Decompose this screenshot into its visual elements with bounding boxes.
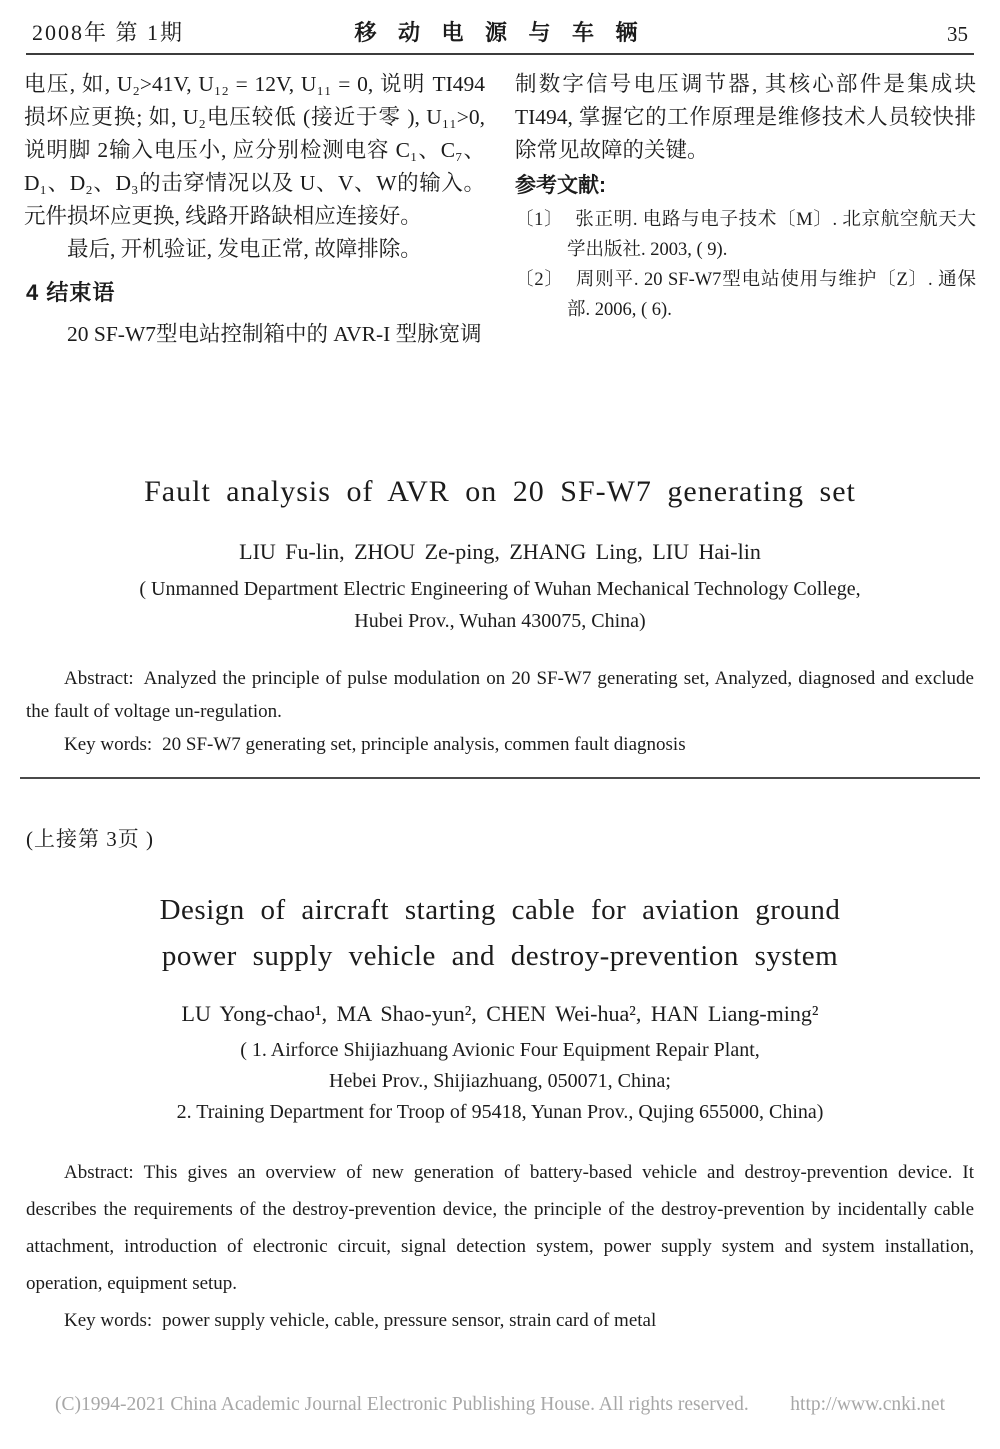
page-number: 35 — [947, 22, 968, 46]
reference-marker: 〔2〕 — [515, 270, 564, 290]
reference-marker: 〔1〕 — [515, 210, 564, 230]
two-column-body — [24, 68, 976, 413]
article2-authors: LU Yong-chao¹, MA Shao-yun², CHEN Wei-hua², HAN Liang-ming² — [181, 1001, 819, 1026]
article1-affiliation-line2: Hubei Prov., Wuhan 430075, China) — [354, 610, 646, 632]
right-paragraph-1: 制数字信号电压调节器, 其核心部件是集成块 TI494, 掌握它的工作原理是维修技术人员较快排除常见故障的关键。 — [515, 72, 976, 162]
journal-title: 移 动 电 源 与 车 辆 — [354, 20, 646, 45]
article2-affiliation-line2: Hebei Prov., Shijiazhuang, 050071, China; — [329, 1070, 671, 1092]
article2-affiliation-line3: 2. Training Department for Troop of 95418, Yunan Prov., Qujing 655000, China) — [176, 1101, 824, 1123]
section-heading-conclusion: 4 结束语 — [26, 280, 116, 305]
issue-label: 2008年 第 1期 — [32, 20, 185, 45]
right-column — [515, 68, 976, 413]
article1-title: Fault analysis of AVR on 20 SF-W7 generating set — [144, 475, 856, 508]
article2-keywords — [26, 1302, 974, 1339]
left-paragraph-3: 20 SF-W7型电站控制箱中的 AVR-I 型脉宽调 — [67, 322, 482, 346]
reference-text: 周则平. 20 SF-W7型电站使用与维护〔Z〕. 通保部. 2006, ( 6). — [567, 270, 976, 320]
footer-url: http://www.cnki.net — [790, 1394, 945, 1415]
article2-abstract — [26, 1154, 974, 1302]
article1-affiliation — [0, 573, 1000, 637]
reference-item — [515, 205, 976, 265]
article1-abstract-block — [26, 662, 974, 761]
left-column — [24, 68, 485, 413]
page-header — [26, 0, 974, 55]
reference-text: 张正明. 电路与电子技术〔M〕. 北京航空航天大学出版社. 2003, ( 9). — [567, 210, 976, 260]
abstract-text: This gives an overview of new generation of battery-based vehicle and destroy-prevention device. It describes the requirements of the destroy-prevention device, the principle of the destroy-prevention by incidentally cable attachment, introduction of electronic circuit, signal detection system, power supply system and system installation, operation, equipment setup. — [26, 1162, 974, 1294]
article1-affiliation-line1: ( Unmanned Department Electric Engineering of Wuhan Mechanical Technology College, — [139, 578, 861, 600]
article2-affiliation — [0, 1035, 1000, 1128]
keywords-label: Key words: — [64, 734, 153, 755]
article1-authors: LIU Fu-lin, ZHOU Ze-ping, ZHANG Ling, LIU Hai-lin — [239, 539, 761, 564]
article1-keywords — [26, 728, 974, 761]
footer-copyright: (C)1994-2021 China Academic Journal Electronic Publishing House. All rights reserved. — [55, 1394, 749, 1415]
abstract-label: Abstract: — [64, 1162, 134, 1183]
keywords-text: power supply vehicle, cable, pressure sensor, strain card of metal — [162, 1310, 657, 1331]
keywords-label: Key words: — [64, 1310, 153, 1331]
article2-abstract-block — [26, 1154, 974, 1339]
section-divider-rule — [20, 777, 980, 779]
article2-title-line2: power supply vehicle and destroy-prevention system — [161, 940, 839, 972]
article2-affiliation-line1: ( 1. Airforce Shijiazhuang Avionic Four Equipment Repair Plant, — [240, 1039, 760, 1061]
left-paragraph-2: 最后, 开机验证, 发电正常, 故障排除。 — [67, 237, 422, 261]
article2-title-line1: Design of aircraft starting cable for aviation ground — [159, 894, 841, 926]
left-paragraph-1: 电压, 如, U₂>41V, U₁₂ = 12V, U₁₁ = 0, 说明 TI494损坏应更换; 如, U₂电压较低 (接近于零 ), U₁₁>0, 说明脚 2输入电压小, 应分别检测电容 C₁、C₇、D₁、D₂、D₃的击穿情况以及 U、V、W的输入。 元件损坏应更换, 线路开路缺相应连接好。 — [24, 72, 485, 228]
keywords-text: 20 SF-W7 generating set, principle analysis, commen fault diagnosis — [162, 734, 686, 755]
article2-title — [0, 887, 1000, 979]
abstract-text: Analyzed the principle of pulse modulation on 20 SF-W7 generating set, Analyzed, diagnosed and exclude the fault of voltage un-regulation. — [26, 668, 974, 722]
cnki-footer — [0, 1394, 1000, 1416]
references-heading: 参考文献: — [515, 174, 606, 197]
article1-abstract — [26, 662, 974, 728]
continued-from-note: (上接第 3页 ) — [26, 827, 154, 851]
abstract-label: Abstract: — [64, 668, 134, 689]
reference-item — [515, 265, 976, 325]
reference-list — [515, 205, 976, 325]
